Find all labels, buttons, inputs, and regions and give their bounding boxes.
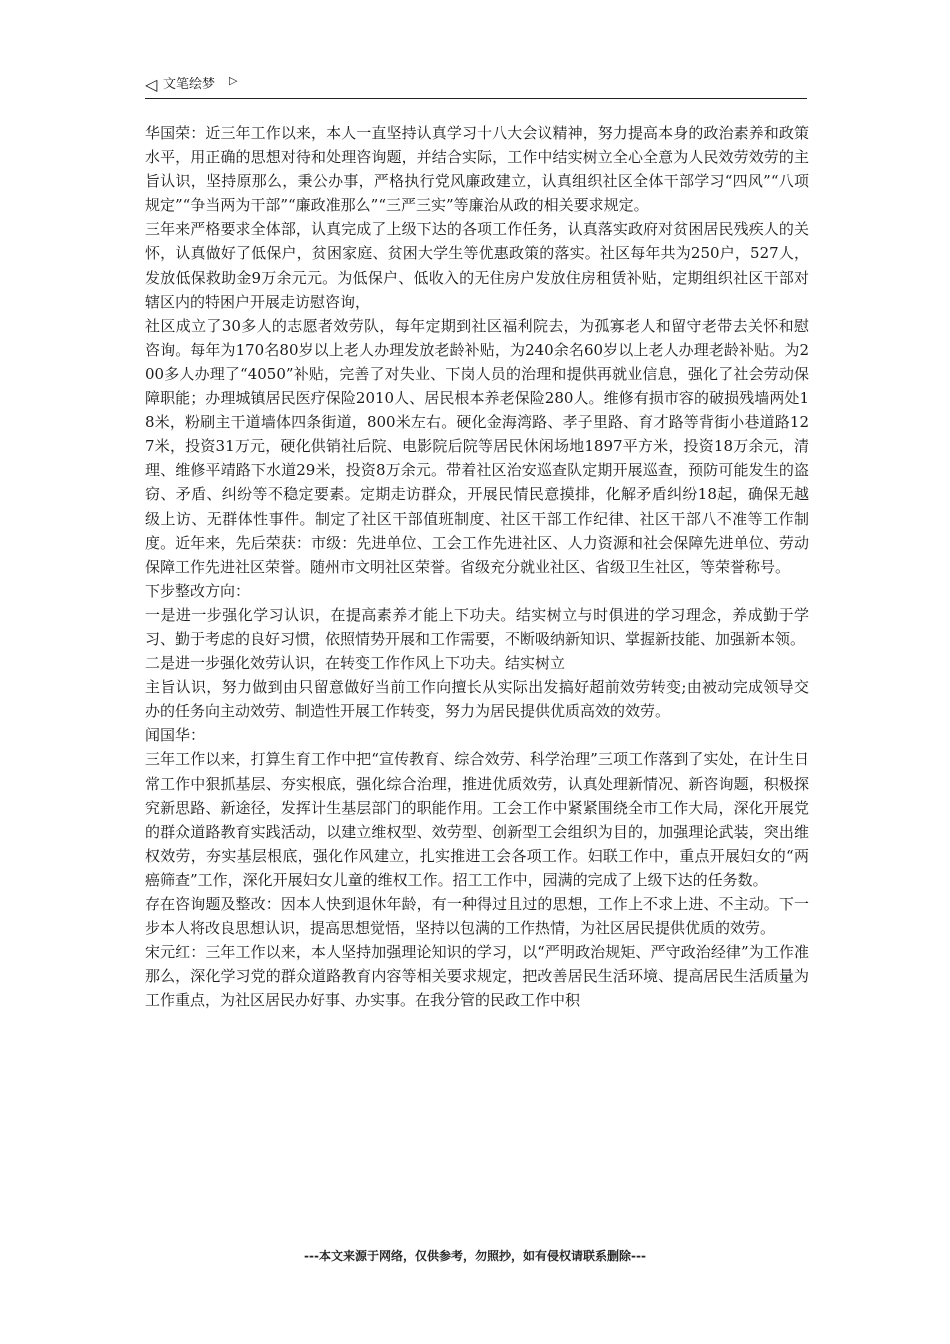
paragraph-issues-rectification: 存在咨询题及整改：因本人快到退休年龄，有一种得过且过的思想，工作上不求上进、不主动。下一步本人将改良思想认识，提高思想觉悟，坚持以包满的工作热情，为社区居民提供优质的效劳。 xyxy=(145,895,809,938)
triangle-right-icon: ▷ xyxy=(229,74,238,87)
paragraph-step-one: 一是进一步强化学习认识，在提高素养才能上下功夫。结实树立与时俱进的学习理念，养成勤于学习、勤于考虑的良好习惯，依照情势开展和工作需要，不断吸纳新知识、掌握新技能、加强新本领。 xyxy=(145,605,809,648)
paragraph-song-yuanhong: 宋元红：三年工作以来，本人坚持加强理论知识的学习，以“严明政治规矩、严守政治经律”为工作准那么，深化学习党的群众道路教育内容等相关要求规定，把改善居民生活环境、提高居民生活质量为工作重点，为社区居民办好事、办实事。在我分管的民政工作中积 xyxy=(145,943,809,1010)
paragraph-three-years: 三年来严格要求全体部，认真完成了上级下达的各项工作任务，认真落实政府对贫困居民残疾人的关怀，认真做好了低保户，贫困家庭、贫困大学生等优惠政策的落实。社区每年共为250户，527人，发放低保救助金9万余元元。为低保户、低收入的无住房户发放住房租赁补贴，定期组织社区干部对辖区内的特困户开展走访慰咨询， xyxy=(145,220,809,311)
document-body xyxy=(145,121,809,1012)
paragraph-step-two-cont: 主旨认识，努力做到由只留意做好当前工作向擅长从实际出发搞好超前效劳转变;由被动完成领导交办的任务向主动效劳、制造性开展工作转变，努力为居民提供优质高效的效劳。 xyxy=(145,678,809,721)
page-footer: ---本文来源于网络，仅供参考，勿照抄，如有侵权请联系删除--- xyxy=(304,1249,646,1263)
paragraph-step-two: 二是进一步强化效劳认识，在转变工作作风上下功夫。结实树立 xyxy=(145,654,566,673)
paragraph-next-steps-heading: 下步整改方向： xyxy=(145,581,251,600)
page-header xyxy=(145,74,807,99)
triangle-left-icon: ◁ xyxy=(145,75,158,94)
header-brand: 文笔绘梦 xyxy=(163,77,216,92)
paragraph-wen-guohua-heading: 闻国华： xyxy=(145,726,206,745)
paragraph-wen-guohua-work: 三年工作以来，打算生育工作中把“宣传教育、综合效劳、科学治理”三项工作落到了实处，在计生日常工作中狠抓基层、夯实根底，强化综合治理，推进优质效劳，认真处理新情况、新咨询题，积极探究新思路、新途径，发挥计生基层部门的职能作用。工会工作中紧紧围绕全市工作大局，深化开展党的群众道路教育实践活动，以建立维权型、效劳型、创新型工会组织为目的，加强理论武装，突出维权效劳，夯实基层根底，强化作风建立，扎实推进工会各项工作。妇联工作中，重点开展妇女的“两癌筛查”工作，深化开展妇女儿童的维权工作。招工工作中，园满的完成了上级下达的任务数。 xyxy=(145,750,809,889)
paragraph-hua-guorong: 华国荣：近三年工作以来，本人一直坚持认真学习十八大会议精神，努力提高本身的政治素养和政策水平，用正确的思想对待和处理咨询题，并结合实际，工作中结实树立全心全意为人民效劳效劳的主旨认识，坚持原那么，秉公办事，严格执行党风廉政建立，认真组织社区全体干部学习“四风”“八项规定”“争当两为干部”“廉政准那么”“三严三实”等廉治从政的相关要求规定。 xyxy=(145,124,809,215)
paragraph-volunteer-team: 社区成立了30多人的志愿者效劳队，每年定期到社区福利院去，为孤寡老人和留守老带去关怀和慰咨询。每年为170名80岁以上老人办理发放老龄补贴，为240余名60岁以上老人办理老龄补贴。为200多人办理了“4050”补贴，完善了对失业、下岗人员的治理和提供再就业信息，强化了社会劳动保障职能；办理城镇居民医疗保险2010人、居民根本养老保险280人。维修有损市容的破损残墙两处18米，粉刷主干道墙体四条街道，800米左右。硬化金海湾路、孝子里路、育才路等背街小巷道路127米，投资31万元，硬化供销社后院、电影院后院等居民休闲场地1897平方米，投资18万余元，清理、维修平靖路下水道29米，投资8万余元。带着社区治安巡查队定期开展巡查，预防可能发生的盗窃、矛盾、纠纷等不稳定要素。定期走访群众，开展民情民意摸排，化解矛盾纠纷18起，确保无越级上访、无群体性事件。制定了社区干部值班制度、社区干部工作纪律、社区干部八不准等工作制度。近年来，先后荣获：市级：先进单位、工会工作先进社区、人力资源和社会保障先进单位、劳动保障工作先进社区荣誉。随州市文明社区荣誉。省级充分就业社区、省级卫生社区，等荣誉称号。 xyxy=(145,316,809,576)
